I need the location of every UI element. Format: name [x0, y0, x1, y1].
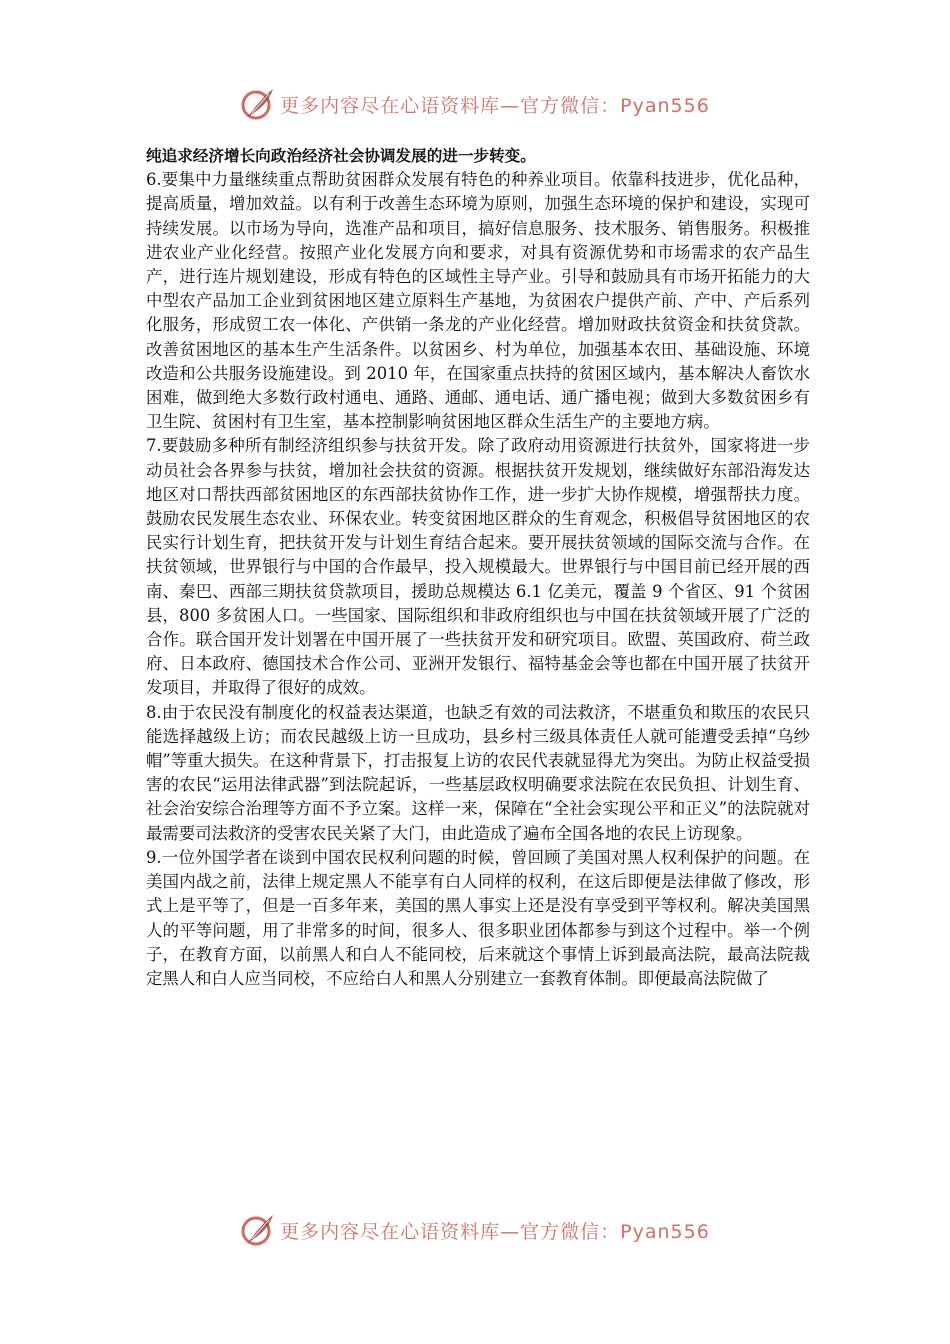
feather-logo-icon [240, 1212, 276, 1248]
watermark-text: 更多内容尽在心语资料库—官方微信：Pyan556 [280, 94, 710, 117]
header-watermark-banner [0, 84, 950, 124]
feather-logo-icon [240, 86, 276, 122]
footer-watermark-banner [0, 1210, 950, 1250]
document-body [146, 144, 810, 991]
paragraph-6: 6.要集中力量继续重点帮助贫困群众发展有特色的种养业项目。依靠科技进步，优化品种，提高质量，增加效益。以有利于改善生态环境为原则，加强生态环境的保护和建设，实现可持续发展。以市场为导向，选准产品和项目，搞好信息服务、技术服务、销售服务。积极推进农业产业化经营。按照产业化发展方向和要求，对具有资源优势和市场需求的农产品生产，进行连片规划建设，形成有特色的区域性主导产业。引导和鼓励具有市场开拓能力的大中型农产品加工企业到贫困地区建立原料生产基地，为贫困农户提供产前、产中、产后系列化服务，形成贸工农一体化、产供销一条龙的产业化经营。增加财政扶贫资金和扶贫贷款。改善贫困地区的基本生产生活条件。以贫困乡、村为单位，加强基本农田、基础设施、环境改造和公共服务设施建设。到 2010 年，在国家重点扶持的贫困区域内，基本解决人畜饮水困难，做到绝大多数行政村通电、通路、通邮、通电话、通广播电视；做到大多数贫困乡有卫生院、贫困村有卫生室，基本控制影响贫困地区群众生活生产的主要地方病。 [146, 170, 810, 432]
watermark-text: 更多内容尽在心语资料库—官方微信：Pyan556 [280, 1220, 710, 1243]
lead-sentence: 纯追求经济增长向政治经济社会协调发展的进一步转变。 [146, 147, 536, 165]
paragraph-8: 8.由于农民没有制度化的权益表达渠道，也缺乏有效的司法救济，不堪重负和欺压的农民只能选择越级上访；而农民越级上访一旦成功，县乡村三级具体责任人就可能遭受丢掉“乌纱帽”等重大损失。在这种背景下，打击报复上访的农民代表就显得尤为突出。为防止权益受损害的农民“运用法律武器”到法院起诉，一些基层政权明确要求法院在农民负担、计划生育、社会治安综合治理等方面不予立案。这样一来，保障在“全社会实现公平和正义”的法院就对最需要司法救济的受害农民关紧了大门，由此造成了遍布全国各地的农民上访现象。 [146, 702, 811, 843]
paragraph-7: 7.要鼓励多种所有制经济组织参与扶贫开发。除了政府动用资源进行扶贫外，国家将进一步动员社会各界参与扶贫，增加社会扶贫的资源。根据扶贫开发规划，继续做好东部沿海发达地区对口帮扶西部贫困地区的东西部扶贫协作工作，进一步扩大协作规模，增强帮扶力度。鼓励农民发展生态农业、环保农业。转变贫困地区群众的生育观念，积极倡导贫困地区的农民实行计划生育，把扶贫开发与计划生育结合起来。要开展扶贫领域的国际交流与合作。在扶贫领域，世界银行与中国的合作最早，投入规模最大。世界银行与中国目前已经开展的西南、秦巴、西部三期扶贫贷款项目，援助总规模达 6.1 亿美元，覆盖 9 个省区、91 个贫困县，800 多贫困人口。一些国家、国际组织和非政府组织也与中国在扶贫领域开展了广泛的合作。联合国开发计划署在中国开展了一些扶贫开发和研究项目。欧盟、英国政府、荷兰政府、日本政府、德国技术合作公司、亚洲开发银行、福特基金会等也都在中国开展了扶贫开发项目，并取得了很好的成效。 [146, 436, 810, 698]
paragraph-9: 9.一位外国学者在谈到中国农民权利问题的时候，曾回顾了美国对黑人权利保护的问题。在美国内战之前，法律上规定黑人不能享有白人同样的权利，在这后即便是法律做了修改，形式上是平等了，但是一百多年来，美国的黑人事实上还是没有享受到平等权利。解决美国黑人的平等问题，用了非常多的时间，很多人、很多职业团体都参与到这个过程中。举一个例子，在教育方面，以前黑人和白人不能同校，后来就这个事情上诉到最高法院，最高法院裁定黑人和白人应当同校，不应给白人和黑人分别建立一套教育体制。即便最高法院做了 [146, 847, 810, 988]
